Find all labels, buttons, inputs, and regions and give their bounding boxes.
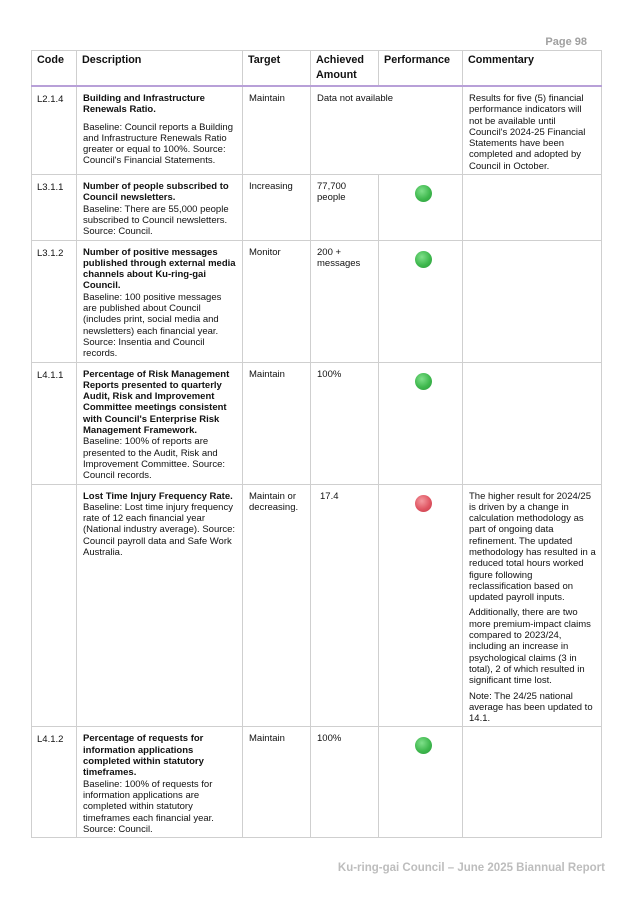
row-target: Maintain (243, 362, 311, 484)
row-description (77, 727, 243, 838)
row-baseline: Baseline: There are 55,000 people subscribed to Council newsletters. Source: Council. (83, 203, 229, 238)
row-achieved: 100% (311, 362, 379, 484)
row-target: Maintain or decreasing. (243, 484, 311, 727)
row-title: Number of positive messages published through external media channels about Ku-ring-gai Council. (83, 246, 236, 292)
row-baseline: Baseline: 100 positive messages are published about Council (includes print, social media and newsletters) each financial year. Source: Insentia and Council records. (83, 291, 222, 360)
row-target: Maintain (243, 86, 311, 175)
row-performance (379, 727, 463, 838)
table-header-row (32, 51, 602, 87)
row-commentary (463, 362, 602, 484)
row-achieved: 200 + messages (311, 240, 379, 362)
row-commentary (463, 175, 602, 240)
row-code: L4.1.1 (32, 362, 77, 484)
row-description (77, 175, 243, 240)
table-row (32, 86, 602, 175)
row-baseline: Baseline: Council reports a Building and Infrastructure Renewals Ratio greater or equal to 100%. Source: Council's Financial Statements. (83, 121, 233, 167)
row-performance (379, 240, 463, 362)
status-green-icon (415, 737, 432, 754)
row-code (32, 484, 77, 727)
table-row (32, 727, 602, 838)
row-code: L2.1.4 (32, 86, 77, 175)
table-row (32, 175, 602, 240)
page-number: Page 98 (545, 36, 587, 48)
row-baseline: Baseline: Lost time injury frequency rate of 12 each financial year (National industry average). Source: Council payroll data and Safe Work Australia. (83, 501, 236, 558)
row-description (77, 362, 243, 484)
row-target: Monitor (243, 240, 311, 362)
row-code: L3.1.1 (32, 175, 77, 240)
row-description (77, 484, 243, 727)
row-baseline: Baseline: 100% of requests for information applications are completed within statutory timeframes each financial year. Source: Council. (83, 778, 214, 835)
row-target: Increasing (243, 175, 311, 240)
header-target: Target (243, 51, 311, 87)
report-footer: Ku-ring-gai Council – June 2025 Biannual Report (337, 862, 605, 874)
header-commentary: Commentary (463, 51, 602, 87)
row-achieved: 17.4 (311, 484, 379, 727)
header-achieved: Achieved Amount (311, 51, 379, 87)
row-title: Building and Infrastructure Renewals Ratio. (83, 93, 205, 116)
row-achieved: 77,700 people (311, 175, 379, 240)
row-target: Maintain (243, 727, 311, 838)
status-green-icon (415, 251, 432, 268)
row-commentary: The higher result for 2024/25 is driven by a change in calculation methodology as part of ongoing data refinement. The updated methodology has resulted in a reduced total hours worked figure following reclassification based on updated payroll inputs. Additionally, there are two more premium-impact claims compared to 2023/24, including an increase in psychological claims (3 in total), 2 of which resulted in significant time lost. Note: The 24/25 national average has been updated to 14.1. (463, 484, 602, 727)
header-description: Description (77, 51, 243, 87)
row-achieved: 100% (311, 727, 379, 838)
row-title: Number of people subscribed to Council newsletters. (83, 181, 229, 204)
row-title: Percentage of requests for information applications completed within statutory timeframes. (83, 733, 204, 779)
row-code: L4.1.2 (32, 727, 77, 838)
status-green-icon (415, 373, 432, 390)
row-commentary (463, 727, 602, 838)
row-performance (379, 175, 463, 240)
row-description (77, 86, 243, 175)
header-code: Code (32, 51, 77, 87)
row-commentary (463, 240, 602, 362)
row-title: Lost Time Injury Frequency Rate. (83, 490, 233, 502)
row-description (77, 240, 243, 362)
row-performance (379, 484, 463, 727)
row-commentary: Results for five (5) financial performance indicators will not be available until Council's 2024-25 Financial Statements have been completed and adopted by Council in October. (463, 86, 602, 175)
row-code: L3.1.2 (32, 240, 77, 362)
row-achieved: Data not available (311, 86, 463, 175)
row-baseline: Baseline: 100% of reports are presented to the Audit, Risk and Improvement Committee. Source: Council records. (83, 436, 226, 482)
performance-table (31, 50, 602, 838)
header-performance: Performance (379, 51, 463, 87)
row-performance (379, 362, 463, 484)
status-red-icon (415, 495, 432, 512)
status-green-icon (415, 185, 432, 202)
table-row (32, 362, 602, 484)
table-row (32, 240, 602, 362)
row-title: Percentage of Risk Management Reports presented to quarterly Audit, Risk and Improvement Committee meetings consistent with Council's Enterprise Risk Management Framework. (83, 368, 230, 437)
table-row (32, 484, 602, 727)
